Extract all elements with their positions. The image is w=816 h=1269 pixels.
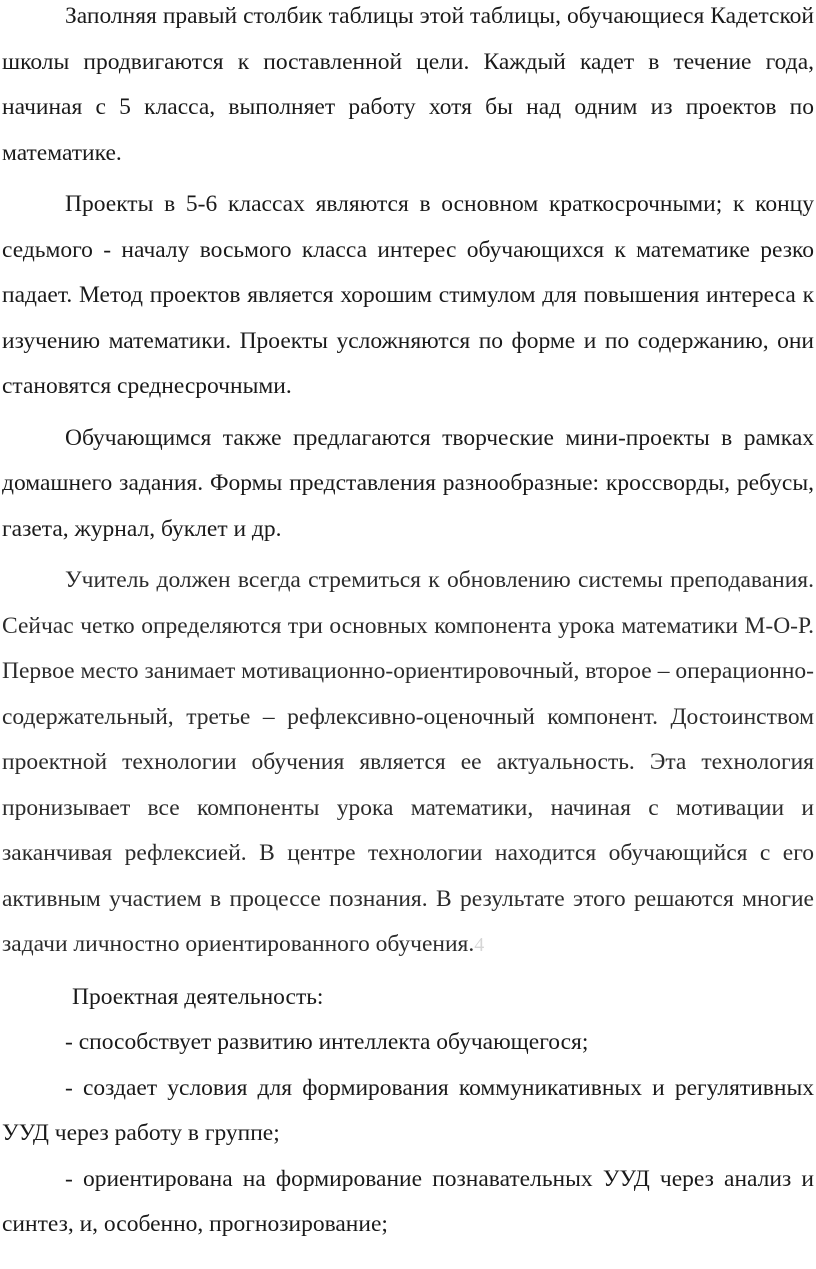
paragraph-2: Проекты в 5-6 классах являются в основном краткосрочными; к концу седьмого - началу восьмого класса интерес обучающихся к математике резко падает. Метод проектов является хорошим стимулом для повышения интереса к изучению математики. Проекты усложняются по форме и по содержанию, они становятся среднесрочными.	[2, 191, 814, 399]
paragraph-4-text: Учитель должен всегда стремиться к обновлению системы преподавания. Сейчас четко определяются три основных компонента урока математики М-О-Р. Первое место занимает мотивационно-ориентировочный, второе – операционно-содержательный, третье – рефлексивно-оценочный компонент. Достоинством проектной технологии обучения является ее актуальность. Эта технология пронизывает все компоненты урока математики, начиная с мотивации и заканчивая рефлексией. В центре технологии находится обучающийся с его активным участием в процессе познания. В результате этого решаются многие задачи личностно ориентированного обучения.	[2, 567, 814, 957]
paragraph-4	[2, 558, 814, 969]
list-item-2: - создает условия для формирования коммуникативных и регулятивных УУД через работу в группе;	[2, 1074, 814, 1146]
paragraph-1: Заполняя правый столбик таблицы этой таблицы, обучающиеся Кадетской школы продвигаются к поставленной цели. Каждый кадет в течение года, начиная с 5 класса, выполняет работу хотя бы над одним из проектов по математике.	[2, 3, 814, 166]
list-item-1: - способствует развитию интеллекта обучающегося;	[65, 1029, 589, 1055]
faint-mark: 4	[474, 934, 485, 956]
list-item-3: - ориентирована на формирование познавательных УУД через анализ и синтез, и, особенно, прогнозирование;	[2, 1165, 814, 1237]
paragraph-3: Обучающимся также предлагаются творческие мини-проекты в рамках домашнего задания. Формы представления разнообразные: кроссворды, ребусы, газета, журнал, буклет и др.	[2, 424, 814, 542]
list-heading: Проектная деятельность:	[72, 983, 324, 1010]
